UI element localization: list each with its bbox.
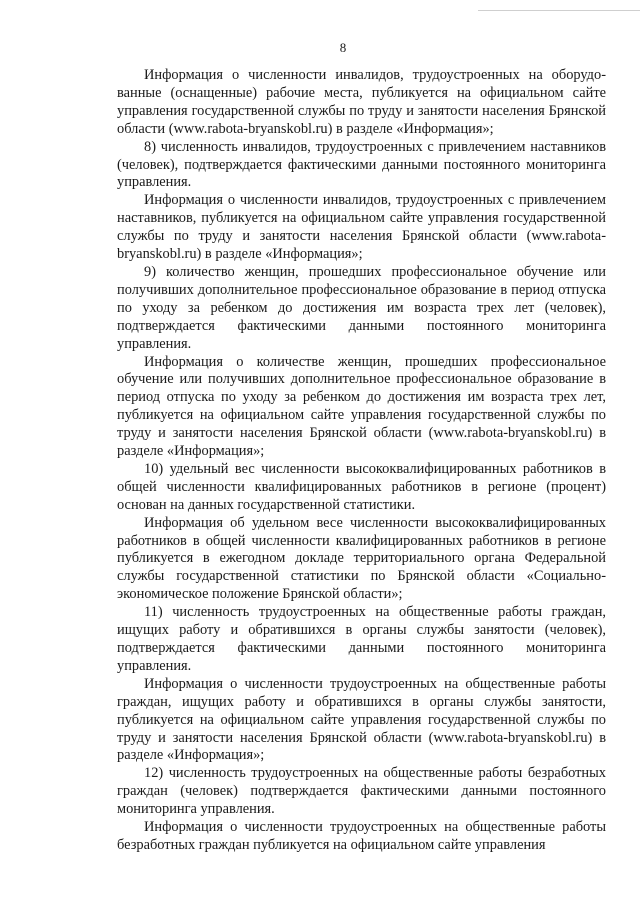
paragraph: 10) удельный вес численности высококвалифицированных работников в общей численности квалифицированных работников в регионе (процент) основан на данных государственной статистики. — [117, 460, 606, 513]
paragraph: Информация о количестве женщин, прошедших профессиональное обучение или получивших дополнительное профессиональное образование в период отпуска по уходу за ребенком до достижения им возраста трех лет, публикуется на официальном сайте управления государственной службы по труду и занятости населения Брянской области (www.rabota-bryanskobl.ru) в разделе «Информация»; — [117, 353, 606, 460]
paragraph: Информация о численности инвалидов, трудоустроенных на оборудованные (оснащенные) рабочие места, публикуется на официальном сайте управления государственной службы по труду и занятости населения Брянской области (www.rabota-bryanskobl.ru) в разделе «Информация»; — [117, 67, 606, 137]
paragraph: 8) численность инвалидов, трудоустроенных с привлечением наставников (человек), подтверждается фактическими данными постоянного мониторинга управления. — [117, 138, 606, 191]
paragraph: Информация о численности трудоустроенных на общественные работы безработных граждан публикуется на официальном сайте управления — [117, 819, 606, 853]
scan-edge-line — [478, 10, 640, 11]
paragraph: Информация о численности инвалидов, трудоустроенных с привлечением наставников, публикуется на официальном сайте управления государственной службы по труду и занятости населения Брянской области (www.rabota-bryanskobl.ru) в разделе «Информация»; — [117, 192, 606, 263]
paragraph: 9) количество женщин, прошедших профессиональное обучение или получивших дополнительное профессиональное образование в период отпуска по уходу за ребенком до достижения им возраста трех лет (человек), подтверждается фактическими данными постоянного мониторинга управления. — [117, 263, 606, 352]
body-text — [117, 67, 606, 855]
paragraph: Информация об удельном весе численности высококвалифицированных работников в общей численности квалифицированных работников в регионе публикуется в ежегодном докладе территориального органа Федеральной службы государственной статистики по Брянской области «Социально-экономическое положение Брянской области»; — [117, 514, 606, 603]
paragraph: 12) численность трудоустроенных на общественные работы безработных граждан (человек) подтверждается фактическими данными постоянного мониторинга управления. — [117, 765, 606, 818]
paragraph: Информация о численности трудоустроенных на общественные работы граждан, ищущих работу и обратившихся в органы службы занятости, публикуется на официальном сайте управления государственной службы по труду и занятости населения Брянской области (www.rabota-bryanskobl.ru) в разделе «Информация»; — [117, 675, 606, 764]
page-number: 8 — [339, 40, 347, 55]
paragraph: 11) численность трудоустроенных на общественные работы граждан, ищущих работу и обратившихся в органы службы занятости (человек), подтверждается фактическими данными постоянного мониторинга управления. — [117, 604, 606, 674]
